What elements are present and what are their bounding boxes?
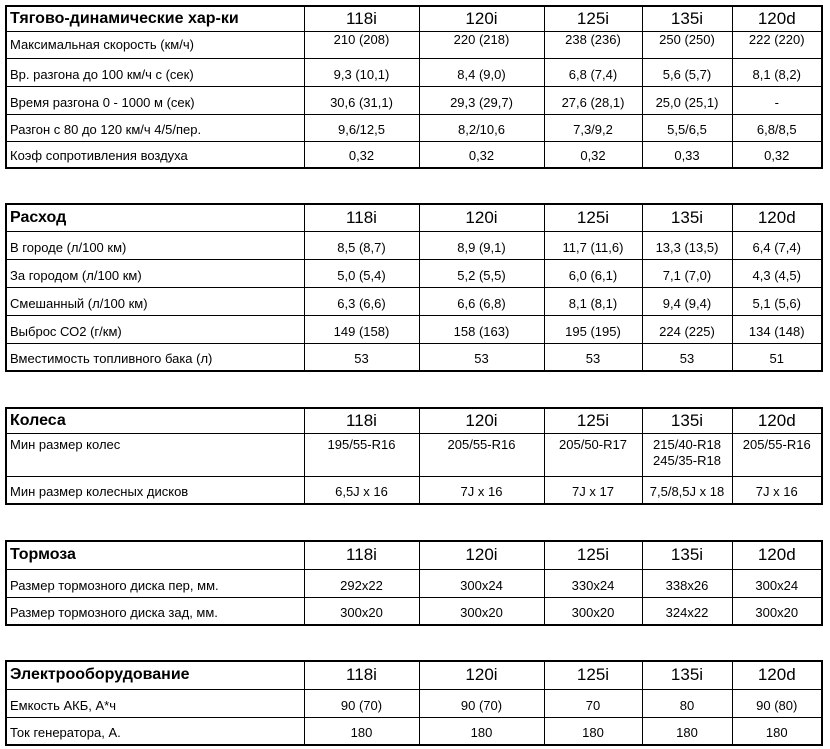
model-header-135i: 135i [642, 541, 732, 569]
cell-value: 7,3/9,2 [544, 114, 642, 141]
model-header-125i: 125i [544, 661, 642, 689]
table-row [6, 114, 822, 141]
cell-value: 29,3 (29,7) [419, 86, 544, 114]
cell-value: 195/55-R16 [304, 433, 419, 476]
row-label: Вместимость топливного бака (л) [6, 343, 304, 371]
model-header-120i: 120i [419, 408, 544, 433]
cell-value: 53 [544, 343, 642, 371]
cell-value: 8,9 (9,1) [419, 231, 544, 259]
table-row [6, 287, 822, 315]
cell-value: 300x20 [304, 597, 419, 625]
cell-value: 5,2 (5,5) [419, 259, 544, 287]
cell-value: 80 [642, 689, 732, 717]
table-title: Колеса [6, 408, 304, 433]
cell-value: 4,3 (4,5) [732, 259, 822, 287]
model-header-135i: 135i [642, 204, 732, 231]
cell-value: 5,0 (5,4) [304, 259, 419, 287]
table-row [6, 58, 822, 86]
cell-value: 0,33 [642, 141, 732, 168]
cell-value: 7J x 16 [732, 476, 822, 504]
cell-value: 6,0 (6,1) [544, 259, 642, 287]
table-row [6, 476, 822, 504]
table-row [6, 231, 822, 259]
cell-value: 134 (148) [732, 315, 822, 343]
model-header-120d: 120d [732, 408, 822, 433]
cell-value: 6,5J x 16 [304, 476, 419, 504]
cell-value: 210 (208) [304, 31, 419, 58]
cell-value: 338x26 [642, 569, 732, 597]
model-header-125i: 125i [544, 408, 642, 433]
row-label: За городом (л/100 км) [6, 259, 304, 287]
cell-value: 8,4 (9,0) [419, 58, 544, 86]
cell-value: 7J x 17 [544, 476, 642, 504]
cell-value: 180 [419, 717, 544, 745]
cell-value: 90 (70) [419, 689, 544, 717]
cell-value: 13,3 (13,5) [642, 231, 732, 259]
model-header-135i: 135i [642, 408, 732, 433]
cell-value: 330x24 [544, 569, 642, 597]
cell-value: 53 [642, 343, 732, 371]
cell-value: 5,1 (5,6) [732, 287, 822, 315]
cell-value: 205/55-R16 [419, 433, 544, 476]
cell-value: 0,32 [544, 141, 642, 168]
table-electrical [5, 660, 823, 746]
cell-value: 7J x 16 [419, 476, 544, 504]
cell-value: 300x20 [732, 597, 822, 625]
table-fuel-consumption [5, 203, 823, 372]
cell-value: 8,2/10,6 [419, 114, 544, 141]
model-header-135i: 135i [642, 661, 732, 689]
model-header-125i: 125i [544, 6, 642, 31]
table-title: Электрооборудование [6, 661, 304, 689]
table-row [6, 433, 822, 476]
model-header-125i: 125i [544, 541, 642, 569]
row-label: В городе (л/100 км) [6, 231, 304, 259]
table-brakes [5, 540, 823, 626]
cell-value: 5,6 (5,7) [642, 58, 732, 86]
table-header-row [6, 408, 822, 433]
row-label: Вр. разгона до 100 км/ч с (сек) [6, 58, 304, 86]
table-row [6, 141, 822, 168]
table-row [6, 717, 822, 745]
row-label: Мин размер колес [6, 433, 304, 476]
row-label: Емкость АКБ, А*ч [6, 689, 304, 717]
cell-value: 6,4 (7,4) [732, 231, 822, 259]
cell-value: 324x22 [642, 597, 732, 625]
cell-value: 300x24 [732, 569, 822, 597]
cell-value: 224 (225) [642, 315, 732, 343]
table-row [6, 689, 822, 717]
model-header-120d: 120d [732, 6, 822, 31]
table-row [6, 569, 822, 597]
table-row [6, 31, 822, 58]
cell-value: 90 (80) [732, 689, 822, 717]
row-label: Размер тормозного диска зад, мм. [6, 597, 304, 625]
table-title: Тягово-динамические хар-ки [6, 6, 304, 31]
cell-value: 180 [544, 717, 642, 745]
cell-value: 205/55-R16 [732, 433, 822, 476]
cell-value: 5,5/6,5 [642, 114, 732, 141]
cell-value: 180 [304, 717, 419, 745]
row-label: Мин размер колесных дисков [6, 476, 304, 504]
model-header-118i: 118i [304, 408, 419, 433]
row-label: Время разгона 0 - 1000 м (сек) [6, 86, 304, 114]
cell-value: 158 (163) [419, 315, 544, 343]
cell-value: 300x20 [419, 597, 544, 625]
cell-value: 215/40-R18 245/35-R18 [642, 433, 732, 476]
cell-value: 220 (218) [419, 31, 544, 58]
table-row [6, 86, 822, 114]
model-header-118i: 118i [304, 541, 419, 569]
cell-value: 222 (220) [732, 31, 822, 58]
model-header-120d: 120d [732, 661, 822, 689]
row-label: Коэф сопротивления воздуха [6, 141, 304, 168]
cell-value: 9,3 (10,1) [304, 58, 419, 86]
model-header-125i: 125i [544, 204, 642, 231]
cell-value: 6,8/8,5 [732, 114, 822, 141]
row-label: Размер тормозного диска пер, мм. [6, 569, 304, 597]
table-row [6, 343, 822, 371]
cell-value: 9,4 (9,4) [642, 287, 732, 315]
row-label: Разгон с 80 до 120 км/ч 4/5/пер. [6, 114, 304, 141]
model-header-118i: 118i [304, 204, 419, 231]
cell-value: 180 [732, 717, 822, 745]
table-title: Тормоза [6, 541, 304, 569]
model-header-120i: 120i [419, 541, 544, 569]
cell-value: 70 [544, 689, 642, 717]
model-header-118i: 118i [304, 6, 419, 31]
model-header-120i: 120i [419, 204, 544, 231]
table-header-row [6, 6, 822, 31]
cell-value: 8,1 (8,2) [732, 58, 822, 86]
cell-value: 0,32 [419, 141, 544, 168]
cell-value: 238 (236) [544, 31, 642, 58]
cell-value: - [732, 86, 822, 114]
cell-value: 7,1 (7,0) [642, 259, 732, 287]
cell-value: 0,32 [304, 141, 419, 168]
table-traction-dynamics [5, 5, 823, 169]
cell-value: 9,6/12,5 [304, 114, 419, 141]
cell-value: 0,32 [732, 141, 822, 168]
cell-value: 6,6 (6,8) [419, 287, 544, 315]
table-row [6, 259, 822, 287]
table-title: Расход [6, 204, 304, 231]
cell-value: 7,5/8,5J x 18 [642, 476, 732, 504]
table-header-row [6, 541, 822, 569]
row-label: Смешанный (л/100 км) [6, 287, 304, 315]
cell-value: 6,3 (6,6) [304, 287, 419, 315]
table-wheels [5, 407, 823, 505]
cell-value: 27,6 (28,1) [544, 86, 642, 114]
cell-value: 250 (250) [642, 31, 732, 58]
row-label: Ток генератора, А. [6, 717, 304, 745]
cell-value: 6,8 (7,4) [544, 58, 642, 86]
row-label: Максимальная скорость (км/ч) [6, 31, 304, 58]
cell-value: 90 (70) [304, 689, 419, 717]
model-header-120d: 120d [732, 541, 822, 569]
cell-value: 53 [304, 343, 419, 371]
table-header-row [6, 204, 822, 231]
table-header-row [6, 661, 822, 689]
cell-value: 8,1 (8,1) [544, 287, 642, 315]
cell-value: 25,0 (25,1) [642, 86, 732, 114]
table-row [6, 597, 822, 625]
cell-value: 292x22 [304, 569, 419, 597]
cell-value: 300x24 [419, 569, 544, 597]
cell-value: 195 (195) [544, 315, 642, 343]
cell-value: 300x20 [544, 597, 642, 625]
cell-value: 8,5 (8,7) [304, 231, 419, 259]
row-label: Выброс СО2 (г/км) [6, 315, 304, 343]
model-header-135i: 135i [642, 6, 732, 31]
model-header-120i: 120i [419, 6, 544, 31]
model-header-120i: 120i [419, 661, 544, 689]
cell-value: 51 [732, 343, 822, 371]
cell-value: 30,6 (31,1) [304, 86, 419, 114]
cell-value: 205/50-R17 [544, 433, 642, 476]
model-header-118i: 118i [304, 661, 419, 689]
cell-value: 180 [642, 717, 732, 745]
cell-value: 149 (158) [304, 315, 419, 343]
model-header-120d: 120d [732, 204, 822, 231]
cell-value: 11,7 (11,6) [544, 231, 642, 259]
table-row [6, 315, 822, 343]
cell-value: 53 [419, 343, 544, 371]
